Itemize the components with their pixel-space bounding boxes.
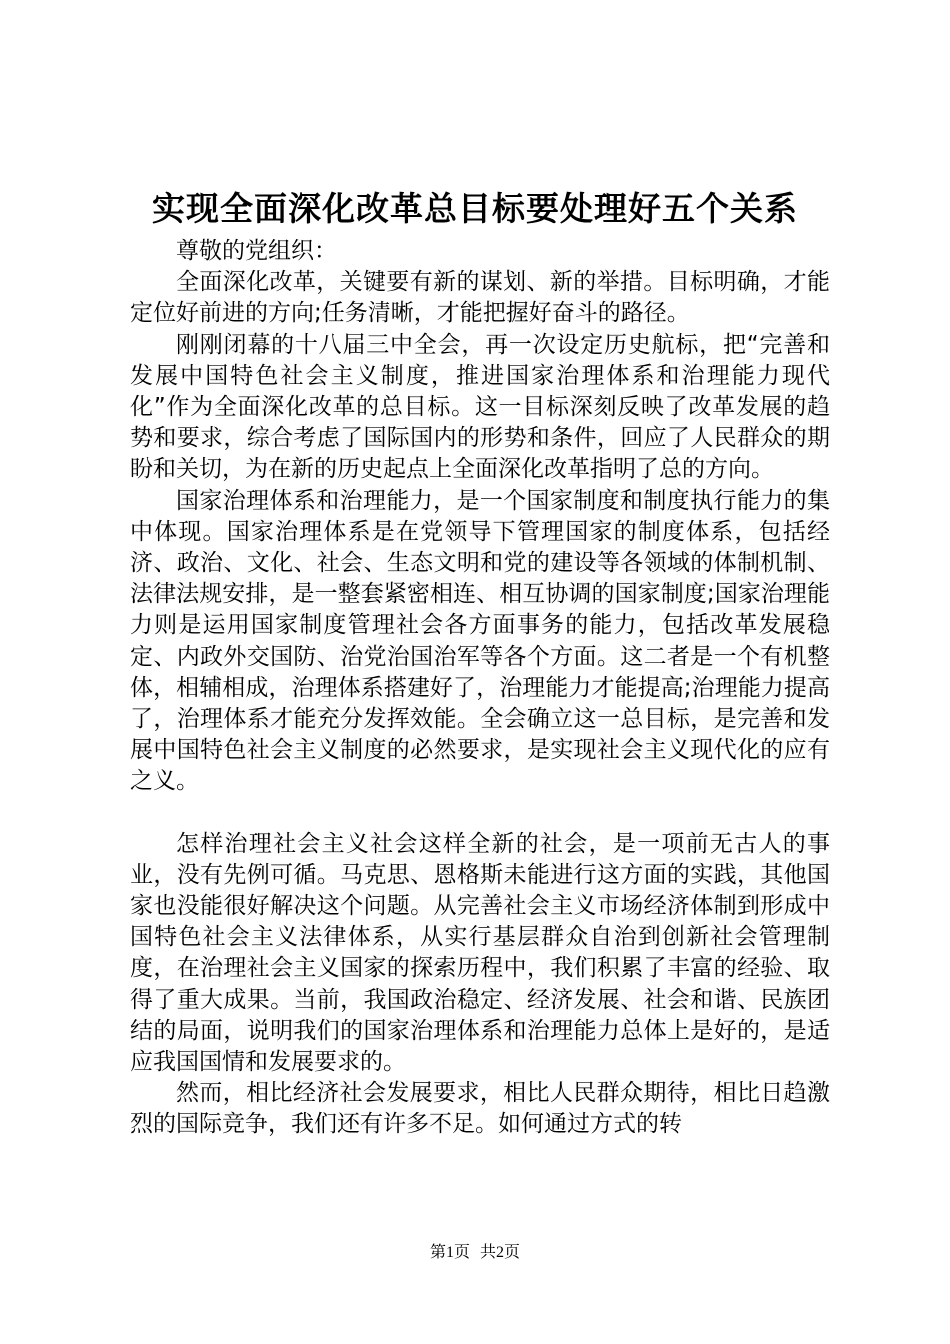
document-body <box>130 236 830 1141</box>
paragraph-1: 全面深化改革，关键要有新的谋划、新的举措。目标明确，才能定位好前进的方向;任务清晰，才能把握好奋斗的路径。 <box>130 269 830 327</box>
salutation: 尊敬的党组织： <box>176 238 337 264</box>
page-number: 第1页 <box>429 1244 470 1261</box>
paragraph-2: 刚刚闭幕的十八届三中全会，再一次设定历史航标，把“完善和发展中国特色社会主义制度，推进国家治理体系和治理能力现代化”作为全面深化改革的总目标。这一目标深刻反映了改革发展的趋势和要求，综合考虑了国际国内的形势和条件，回应了人民群众的期盼和关切，为在新的历史起点上全面深化改革指明了总的方向。 <box>130 331 830 483</box>
paragraph-5: 然而，相比经济社会发展要求，相比人民群众期待，相比日趋激烈的国际竞争，我们还有许多不足。如何通过方式的转 <box>130 1080 830 1138</box>
paragraph-4: 怎样治理社会主义社会这样全新的社会，是一项前无古人的事业，没有先例可循。马克思、恩格斯未能进行这方面的实践，其他国家也没能很好解决这个问题。从完善社会主义市场经济体制到形成中国特色社会主义法律体系，从实行基层群众自治到创新社会管理制度，在治理社会主义国家的探索历程中，我们积累了丰富的经验、取得了重大成果。当前，我国政治稳定、经济发展、社会和谐、民族团结的局面，说明我们的国家治理体系和治理能力总体上是好的，是适应我国国情和发展要求的。 <box>130 830 830 1076</box>
page-total: 共2页 <box>480 1244 521 1261</box>
page-footer <box>0 1243 950 1263</box>
paragraph-3: 国家治理体系和治理能力，是一个国家制度和制度执行能力的集中体现。国家治理体系是在党领导下管理国家的制度体系，包括经济、政治、文化、社会、生态文明和党的建设等各领域的体制机制、法律法规安排，是一整套紧密相连、相互协调的国家制度;国家治理能力则是运用国家制度管理社会各方面事务的能力，包括改革发展稳定、内政外交国防、治党治国治军等各个方面。这二者是一个有机整体，相辅相成，治理体系搭建好了，治理能力才能提高;治理能力提高了，治理体系才能充分发挥效能。全会确立这一总目标，是完善和发展中国特色社会主义制度的必然要求，是实现社会主义现代化的应有之义。 <box>130 487 830 795</box>
document-title: 实现全面深化改革总目标要处理好五个关系 <box>152 189 798 228</box>
